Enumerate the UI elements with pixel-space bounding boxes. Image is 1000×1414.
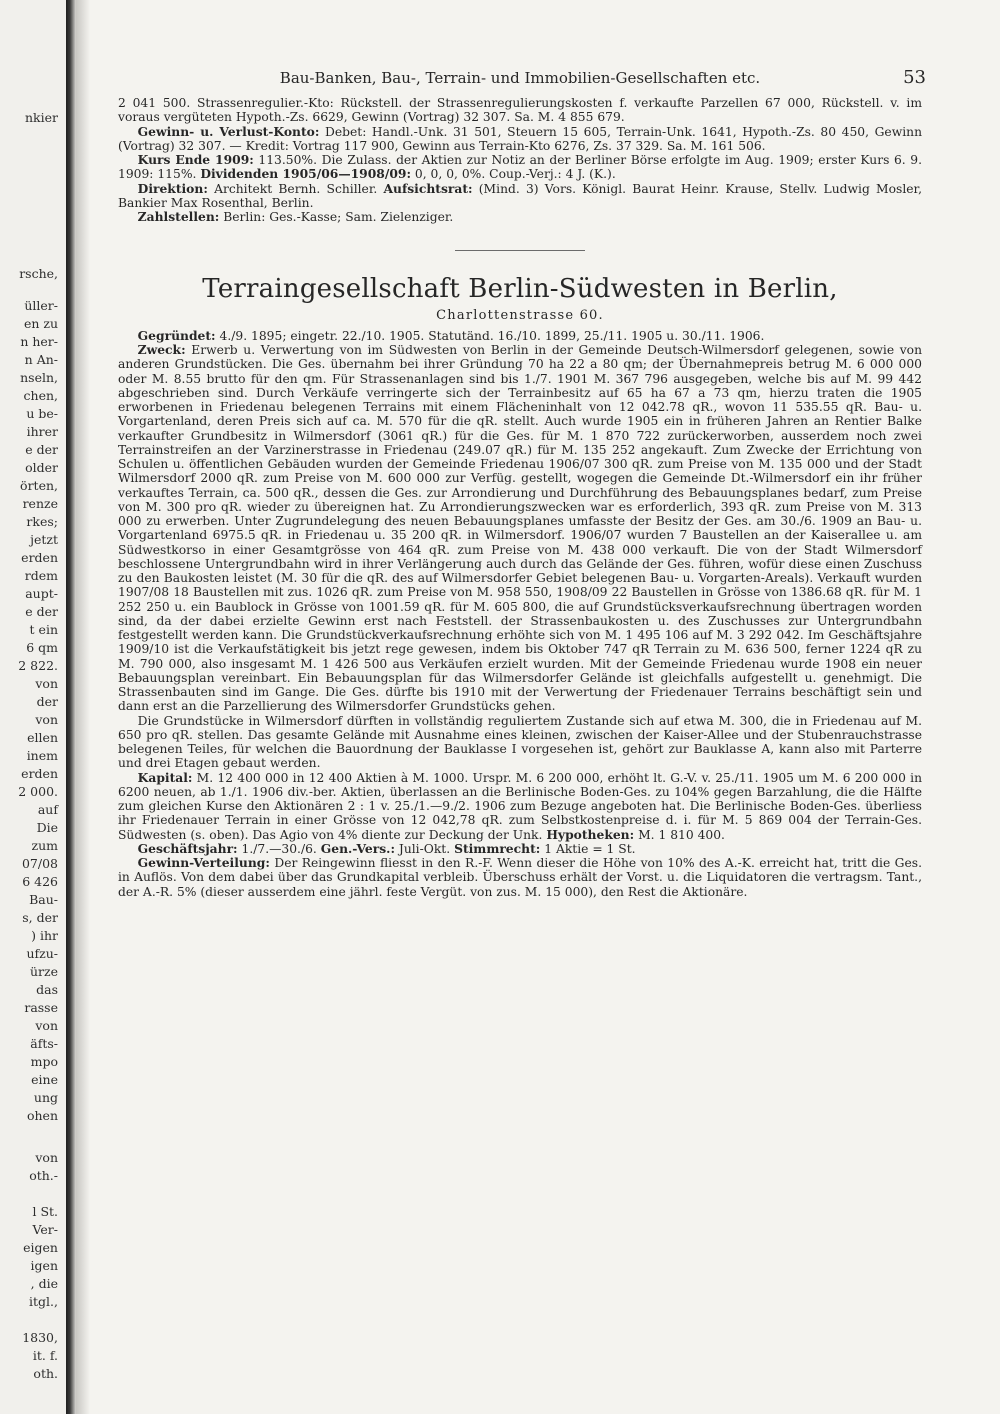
margin-fragment: rdem [24, 568, 58, 583]
margin-fragment: auf [37, 802, 58, 817]
margin-fragment: l St. [32, 1204, 58, 1219]
margin-fragment: das [36, 982, 58, 997]
margin-fragment: eigen [23, 1240, 58, 1255]
section-text: 4./9. 1895; eingetr. 22./10. 1905. Statutänd. 16./10. 1899, 25./11. 1905 u. 30./11. 1906. [215, 328, 765, 343]
margin-fragment: ) ihr [31, 928, 58, 943]
margin-fragment: rsche, [19, 266, 58, 281]
founded [118, 329, 922, 343]
margin-fragment: older [25, 460, 58, 475]
margin-fragment: ufzu- [26, 946, 58, 961]
margin-fragment: e der [25, 604, 58, 619]
margin-fragment: renze [22, 496, 58, 511]
margin-fragment: aupt- [25, 586, 58, 601]
margin-fragment: Die [36, 820, 58, 835]
margin-fragment: äfts- [30, 1036, 58, 1051]
running-title: Bau-Banken, Bau-, Terrain- und Immobilien-Gesellschaften etc. [279, 69, 761, 87]
margin-fragment: 6 qm [26, 640, 58, 655]
section-label: Zweck: [137, 342, 186, 358]
margin-fragment: n her- [20, 334, 58, 349]
margin-fragment: 2 822. [18, 658, 58, 673]
margin-fragment: rasse [24, 1000, 58, 1015]
margin-fragment: jetzt [30, 532, 58, 547]
margin-fragment: t ein [29, 622, 58, 637]
section-label: Geschäftsjahr: [137, 840, 238, 856]
margin-fragment: 1830, [22, 1330, 58, 1345]
margin-fragment: inem [26, 748, 58, 763]
margin-fragment: von [35, 1018, 58, 1033]
section-label: Gegründet: [137, 327, 216, 343]
margin-fragment: 6 426 [22, 874, 58, 889]
margin-fragment: üller- [24, 298, 58, 313]
section-text: 1./7.—30./6. [237, 841, 317, 856]
section-label: Kurs Ende 1909: [137, 152, 254, 167]
margin-fragment: ung [33, 1090, 58, 1105]
facing-page-edge [0, 0, 66, 1414]
section-label: Aufsichtsrat: [383, 180, 473, 196]
margin-fragment: mpo [30, 1054, 58, 1069]
section-text: M. 12 400 000 in 12 400 Aktien à M. 1000. Urspr. M. 6 200 000, erhöht lt. G.-V. v. 25./11. 1905 um M. 6 200 000 in 6200 neuen, ab 1./1. 1906 div.-ber. Aktien, überlassen an die Berlinische Boden-Ges. zu 104% gegen Barzahlung, die die Hälfte zum gleichen Kurse den Aktionären 2 : 1 v. 25./1.—9./2. 1906 zum Bezuge angeboten hat. Die Berlinische Boden-Ges. überliess ihr Friedenauer Terrain in einer Grösse von 12 042,78 qR. zum Selbstkostenpreise d. i. für M. 5 869 004 der Terrain-Ges. Südwesten (s. oben). Das Agio von 4% diente zur Deckung der Unk. [118, 770, 922, 842]
margin-fragment: n An- [24, 352, 58, 367]
board [118, 182, 922, 211]
margin-fragment: it. f. [32, 1348, 58, 1363]
price-dividends [118, 153, 922, 182]
margin-fragment: Bau- [29, 892, 58, 907]
margin-fragment: örten, [20, 478, 58, 493]
margin-fragment: en zu [23, 316, 58, 331]
section-text: Architekt Bernh. Schiller. [207, 181, 378, 196]
section-text: 113.50%. Die Zulass. der Aktien zur Notiz an der Berliner Börse erfolgte im Aug. 1909; erster Kurs 6. 9. 1909: 115%. [118, 153, 922, 182]
section-text: Der Reingewinn fliesst in den R.-F. Wenn dieser die Höhe von 10% des A.-K. erreicht hat, tritt die Ges. in Auflös. Von dem dabei über das Grundkapital verbleib. Überschuss erhält der Vorst. u. die Liquidatoren die vertragsm. Tant., der A.-R. 5% (dieser ausserdem eine jährl. feste Vergüt. von zus. M. 15 000), den Rest die Aktionäre. [118, 856, 922, 899]
margin-fragment: rkes; [26, 514, 58, 529]
margin-fragment: ürze [29, 964, 58, 979]
section-label: Gewinn-Verteilung: [137, 855, 270, 871]
margin-fragment: ihrer [26, 424, 58, 439]
margin-fragment: , die [30, 1276, 58, 1291]
margin-fragment: nseln, [20, 370, 58, 385]
margin-fragment: zum [31, 838, 58, 853]
section-text: Berlin: Ges.-Kasse; Sam. Zielenziger. [219, 210, 454, 224]
margin-fragment: 2 000. [18, 784, 58, 799]
margin-fragment: von [35, 712, 58, 727]
margin-fragment: u be- [26, 406, 58, 421]
section-text: Debet: Handl.-Unk. 31 501, Steuern 15 605, Terrain-Unk. 1641, Hypoth.-Zs. 80 450, Gewinn (Vortrag) 32 307. — Kredit: Vortrag 117 900, Gewinn aus Terrain-Kto 6276, Zs. 37 329. Sa. M. 161 506. [118, 124, 923, 153]
margin-fragment: 07/08 [21, 856, 58, 871]
paying-agents [118, 210, 922, 224]
margin-fragment: e der [25, 442, 58, 457]
section-label: Gen.-Vers.: [320, 840, 395, 856]
section-label: Zahlstellen: [137, 209, 220, 224]
property-paragraph: Die Grundstücke in Wilmersdorf dürften in vollständig reguliertem Zustande sich auf etwa M. 300, die in Friedenau auf M. 650 pro qR. stellen. Das gesamte Gelände mit Ausnahme eines kleinen, zwischen der Kaiser-Allee und der Stubenrauchstrasse belegenen Teiles, für welchen die Bauordnung der Bauklasse I vorgesehen ist, gehört zur Bauklasse A, kann also mit Parterre und drei Etagen gebaut werden. [118, 713, 922, 771]
section-label: Dividenden 1905/06—1908/09: [200, 166, 411, 182]
margin-fragment: erden [21, 766, 58, 781]
company-entry [118, 275, 922, 899]
margin-fragment: Ver- [32, 1222, 58, 1237]
margin-fragment: eine [31, 1072, 58, 1087]
margin-fragment: chen, [23, 388, 58, 403]
section-label: Direktion: [137, 180, 208, 196]
section-label: Hypotheken: [546, 826, 635, 842]
gutter-shadow [76, 0, 90, 1414]
section-text: Erwerb u. Verwertung von im Südwesten von Berlin in der Gemeinde Deutsch-Wilmersdorf gelegenen, sowie von anderen Grundstücken. Die Ges. übernahm bei ihrer Gründung 70 ha 22 a 80 qm; der Übernahmepreis betrug M. 6 000 000 oder M. 8.55 brutto für den qm. Für Strassenanlagen sind bis 1./7. 1901 M. 367 796 ausgegeben, welche bis auf M. 99 442 abgeschrieben sind. Durch Verkäufe verringerte sich der Terrainbesitz auf 65 ha 67 a 73 qm, hierzu traten die 1905 erworbenen in Friedenau belegenen Terrains mit einem Flächeninhalt von 12 042.78 qR., wovon 11 535.55 qR. Bau- u. Vorgartenland, deren Preis sich auf ca. M. 570 für die qR. stellt. Auch wurde 1905 ein in früheren Jahren an Rentier Balke verkaufter Grundbesitz in Wilmersdorf (3061 qR.) für die Ges. für M. 1 870 722 zurückerworben, ausserdem noch zwei Terrainstreifen an der Varzinerstrasse in Friedenau (249.07 qR.) für M. 135 252 angekauft. Zum Zwecke der Errichtung von Schulen u. öffentlichen Gebäuden wurden der Gemeinde Friedenau 1906/07 300 qR. zum Preise von M. 135 000 und der Stadt Wilmersdorf 2000 qR. zum Preise von M. 600 000 zur Verfüg. gestellt, wogegen die Gemeinde Dt.-Wilmersdorf ein ihr früher verkauftes Terrain, ca. 500 qR., dessen die Ges. zur Arrondierung und Durchführung des Bebauungsplanes bedarf, zum Preise von M. 300 pro qR. wieder zu übereignen hat. Zu Arrondierungszwecken war es erforderlich, 393 qR. zum Preise von M. 313 000 zu erwerben. Unter Zugrundelegung des neuen Bebauungsplanes umfasste der Besitz der Ges. am 30./6. 1909 an Bau- u. Vorgartenland 6975.5 qR. in Friedenau u. 35 200 qR. in Wilmersdorf. 1906/07 wurden 7 Baustellen an der Kaiserallee u. am Südwestkorso in einer Gesamtgrösse von 464 qR. zum Preise von M. 438 000 verkauft. Die von der Stadt Wilmersdorf beschlossene Untergrundbahn wird in ihrer Verlängerung auch durch das Gelände der Ges. führen, wofür diese einen Zuschuss zu den Baukosten leistet (M. 30 für die qR. des auf Wilmersdorfer Gebiet belegenen Bau- u. Vorgarten-Areals). Verkauft wurden 1907/08 18 Baustellen mit zus. 1026 qR. zum Preise von M. 958 550, 1908/09 22 Baustellen in Grösse von 1386.68 qR. für M. 1 252 250 u. ein Baublock in Grösse von 1001.59 qR. für M. 605 800, die auf Grundstücksverkaufsrechnung übertragen worden sind, da der dabei erzielte Gewinn erst nach Feststell. der Strassenbaukosten u. des Zuschusses zur Untergrundbahn festgestellt werden kann. Die Grundstückverkaufsrechnung erhöhte sich von M. 1 495 106 auf M. 3 292 042. Im Geschäftsjahre 1909/10 ist die Verkaufstätigkeit bis jetzt rege gewesen, indem bis Oktober 747 qR Terrain zu M. 636 500, ferner 1224 qR zu M. 790 000, also insgesamt M. 1 426 500 aus Verkäufen erzielt wurden. Mit der Gemeinde Friedenau wurde 1908 ein neuer Bebauungsplan vereinbart. Ein Bebauungsplan für das Wilmersdorfer Gelände ist gleichfalls aufgestellt u. genehmigt. Die Strassenbauten sind im Gange. Die Ges. dürfte bis 1910 mit der Verwertung der Friedenauer Terrains beschäftigt sein und dann erst an die Parzellierung des Wilmersdorfer Grundstücks gehen. [118, 343, 922, 714]
section-text: 1 Aktie = 1 St. [540, 841, 636, 856]
business-year [118, 842, 922, 856]
margin-fragment: der [36, 694, 58, 709]
margin-fragment: von [35, 676, 58, 691]
page-header [118, 62, 926, 96]
margin-fragment: ohen [26, 1108, 58, 1123]
section-label: Kapital: [137, 769, 193, 785]
entry-separator [455, 250, 585, 251]
section-text: (Mind. 3) Vors. Königl. Baurat Heinr. Krause, Stellv. Ludwig Mosler, Bankier Max Rosenthal, Berlin. [118, 181, 922, 210]
capital [118, 771, 922, 842]
margin-fragment: oth. [33, 1366, 58, 1381]
margin-fragment: s, der [22, 910, 58, 925]
margin-fragment: ellen [27, 730, 58, 745]
section-label: Gewinn- u. Verlust-Konto: [137, 123, 320, 139]
book-gutter [66, 0, 76, 1414]
page-number: 53 [903, 67, 926, 88]
purpose [118, 343, 922, 714]
section-text: 0, 0, 0, 0%. Coup.-Verj.: 4 J. (K.). [411, 167, 616, 182]
section-text: Juli-Okt. [394, 841, 451, 856]
company-address: Charlottenstrasse 60. [436, 307, 604, 323]
section-label: Stimmrecht: [454, 840, 541, 856]
previous-entry-continuation [118, 96, 922, 224]
margin-fragment: von [35, 1150, 58, 1165]
section-text: M. 1 810 400. [634, 827, 725, 842]
margin-fragment: oth.- [29, 1168, 58, 1183]
profit-distribution [118, 856, 922, 899]
page-body [118, 62, 926, 899]
margin-fragment: itgl., [29, 1294, 58, 1309]
balance-continuation: 2 041 500. Strassenregulier.-Kto: Rückstell. der Strassenregulierungskosten f. verkaufte Parzellen 67 000, Rückstell. v. im voraus vergüteten Hypoth.-Zs. 6629, Gewinn (Vortrag) 32 307. Sa. M. 4 855 679. [118, 96, 922, 125]
profit-loss-account [118, 125, 922, 154]
margin-fragment: erden [21, 550, 58, 565]
company-title: Terraingesellschaft Berlin-Südwesten in Berlin, [202, 274, 838, 305]
margin-fragment: nkier [25, 110, 58, 125]
margin-fragment: igen [30, 1258, 58, 1273]
